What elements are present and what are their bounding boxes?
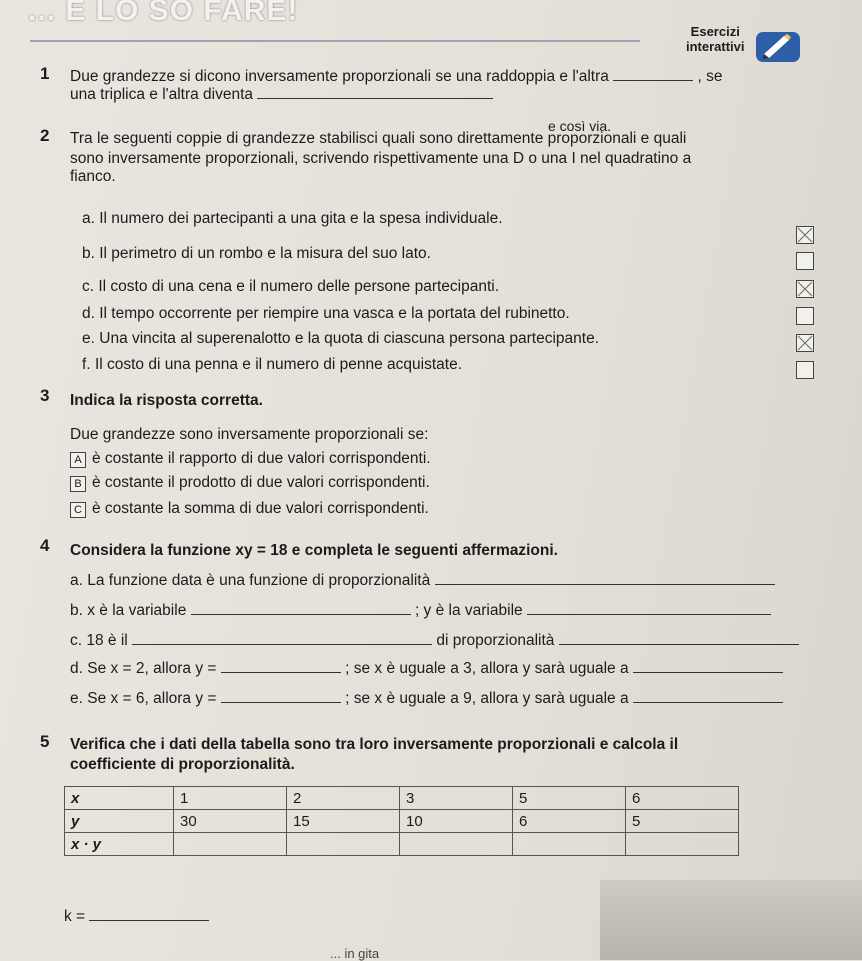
ex4-c-text: c. 18 è il bbox=[70, 632, 128, 649]
row-label-y: y bbox=[65, 810, 174, 833]
answer-box-f[interactable] bbox=[796, 361, 814, 379]
option-letter[interactable]: A bbox=[70, 452, 86, 468]
ex4-title: Considera la funzione xy = 18 e completa le seguenti affermazioni. bbox=[70, 542, 558, 559]
list-item: c. Il costo di una cena e il numero delle persone partecipanti. bbox=[82, 278, 500, 295]
ex4-a-blank[interactable] bbox=[435, 572, 775, 585]
product-cell[interactable] bbox=[626, 833, 739, 856]
ex2-instruction-2: sono inversamente proporzionali, scrivendo rispettivamente una D o una I nel quadratino a bbox=[70, 150, 692, 167]
list-item: f. Il costo di una penna e il numero di penne acquistate. bbox=[82, 356, 463, 373]
table-cell: 2 bbox=[287, 787, 400, 810]
option-letter[interactable]: B bbox=[70, 476, 86, 492]
section-title: ... E LO SO FARE! bbox=[28, 0, 299, 27]
badge-line-1: Esercizi bbox=[690, 24, 740, 39]
table-cell: 15 bbox=[287, 810, 400, 833]
ex4-b-text-2: ; y è la variabile bbox=[414, 602, 523, 619]
answer-box-c[interactable] bbox=[796, 280, 814, 298]
ex5-instruction-2: coefficiente di proporzionalità. bbox=[70, 756, 295, 773]
interactive-exercises-badge[interactable] bbox=[686, 24, 745, 54]
answer-box-a[interactable] bbox=[796, 226, 814, 244]
ex3-question: Due grandezze sono inversamente proporzionali se: bbox=[70, 426, 429, 443]
ex4-d-blank-1[interactable] bbox=[221, 660, 341, 673]
exercise-number: 3 bbox=[40, 386, 50, 405]
ex4-e-text-2: ; se x è uguale a 9, allora y sarà uguale a bbox=[345, 690, 629, 707]
ex4-c-blank-2[interactable] bbox=[559, 632, 799, 645]
header-divider bbox=[30, 40, 640, 42]
product-cell[interactable] bbox=[513, 833, 626, 856]
answer-box-d[interactable] bbox=[796, 307, 814, 325]
table-cell: 3 bbox=[400, 787, 513, 810]
table-cell: 1 bbox=[174, 787, 287, 810]
table-cell: 6 bbox=[513, 810, 626, 833]
product-cell[interactable] bbox=[287, 833, 400, 856]
list-item: e. Una vincita al superenalotto e la quota di ciascuna persona partecipante. bbox=[82, 330, 600, 347]
row-label-xy: x · y bbox=[65, 833, 174, 856]
ex1-text: Due grandezze si dicono inversamente proporzionali se una raddoppia e l'altra bbox=[70, 68, 609, 85]
table-cell: 5 bbox=[626, 810, 739, 833]
list-item: b. Il perimetro di un rombo e la misura del suo lato. bbox=[82, 245, 431, 262]
table-cell: 5 bbox=[513, 787, 626, 810]
ex4-e-blank-2[interactable] bbox=[633, 690, 783, 703]
ex4-e-text: e. Se x = 6, allora y = bbox=[70, 690, 217, 707]
ex4-c-blank-1[interactable] bbox=[132, 632, 432, 645]
ex4-a-text: a. La funzione data è una funzione di proporzionalità bbox=[70, 572, 431, 589]
ex1-blank-2[interactable] bbox=[257, 86, 493, 99]
option-a[interactable]: A è costante il rapporto di due valori corrispondenti. bbox=[70, 450, 431, 468]
exercise-number: 5 bbox=[40, 732, 50, 751]
row-label-x: x bbox=[65, 787, 174, 810]
table-row bbox=[65, 810, 739, 833]
option-b[interactable]: B è costante il prodotto di due valori corrispondenti. bbox=[70, 474, 430, 492]
ex5-instruction-1: Verifica che i dati della tabella sono tra loro inversamente proporzionali e calcola il bbox=[70, 736, 679, 753]
exercise-number: 1 bbox=[40, 64, 50, 83]
ex4-d-blank-2[interactable] bbox=[633, 660, 783, 673]
table-cell: 30 bbox=[174, 810, 287, 833]
ex1-text-b: , se bbox=[697, 68, 723, 85]
table-row bbox=[65, 833, 739, 856]
list-item: a. Il numero dei partecipanti a una gita e la spesa individuale. bbox=[82, 210, 503, 227]
ex4-c-text-2: di proporzionalità bbox=[436, 632, 555, 649]
ex4-e-blank-1[interactable] bbox=[221, 690, 341, 703]
answer-box-e[interactable] bbox=[796, 334, 814, 352]
option-c[interactable]: C è costante la somma di due valori corrispondenti. bbox=[70, 500, 429, 518]
ex2-instruction-1: Tra le seguenti coppie di grandezze stabilisci quali sono direttamente proporzionali e quali bbox=[70, 130, 687, 147]
ex4-b-text: b. x è la variabile bbox=[70, 602, 187, 619]
book-pencil-icon[interactable] bbox=[754, 30, 802, 64]
exercise-number: 2 bbox=[40, 126, 50, 145]
table-row bbox=[65, 787, 739, 810]
background-photo-edge bbox=[600, 880, 862, 960]
ex4-b-blank-2[interactable] bbox=[527, 602, 771, 615]
proportion-table bbox=[64, 786, 739, 856]
ex2-instruction-3: fianco. bbox=[70, 168, 116, 185]
product-cell[interactable] bbox=[174, 833, 287, 856]
ex1-blank-1[interactable] bbox=[613, 68, 693, 81]
k-label: k = bbox=[64, 908, 86, 925]
answer-box-b[interactable] bbox=[796, 252, 814, 270]
ex4-d-text-2: ; se x è uguale a 3, allora y sarà uguale a bbox=[345, 660, 629, 677]
badge-line-2: interattivi bbox=[686, 39, 745, 54]
ex4-d-text: d. Se x = 2, allora y = bbox=[70, 660, 217, 677]
table-cell: 10 bbox=[400, 810, 513, 833]
option-letter[interactable]: C bbox=[70, 502, 86, 518]
table-cell: 6 bbox=[626, 787, 739, 810]
ex3-title: Indica la risposta corretta. bbox=[70, 392, 263, 409]
ex1-text-2: una triplica e l'altra diventa bbox=[70, 86, 254, 103]
product-cell[interactable] bbox=[400, 833, 513, 856]
ex1-text-3: e così via. bbox=[548, 118, 612, 134]
exercise-number: 4 bbox=[40, 536, 50, 555]
next-page-snippet: ... in gita bbox=[330, 946, 380, 961]
k-blank[interactable] bbox=[89, 908, 209, 921]
ex4-b-blank-1[interactable] bbox=[191, 602, 411, 615]
list-item: d. Il tempo occorrente per riempire una vasca e la portata del rubinetto. bbox=[82, 305, 570, 322]
